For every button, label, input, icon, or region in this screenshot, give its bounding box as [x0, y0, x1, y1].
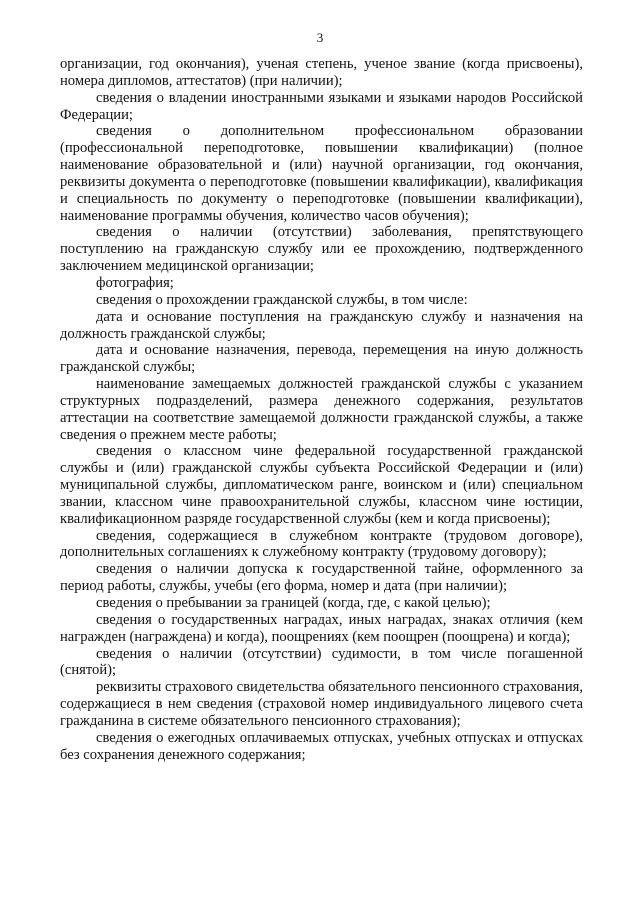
paragraph: дата и основание поступления на гражданскую службу и назначения на должность гражданской службы; [60, 308, 583, 342]
paragraph: сведения о наличии (отсутствии) судимости, в том числе погашенной (снятой); [60, 645, 583, 679]
paragraph: сведения о классном чине федеральной государственной гражданской службы и (или) гражданской службы субъекта Российской Федерации и (или) муниципальной службы, дипломатическом ранге, воинском и (или) специальном звании, классном чине правоохранительной службы, классном чине юстиции, квалификационном разряде государственной службы (кем и когда присвоены); [60, 443, 583, 527]
paragraph: сведения о государственных наградах, иных наградах, знаках отличия (кем награжден (награждена) и когда), поощрениях (кем поощрен (поощрена) и когда); [60, 611, 583, 645]
paragraph: сведения о пребывании за границей (когда, где, с какой целью); [96, 595, 491, 611]
paragraph: сведения о прохождении гражданской службы, в том числе: [96, 291, 468, 308]
paragraph: сведения о наличии (отсутствии) заболевания, препятствующего поступлению на гражданскую службу или ее прохождению, подтвержденного заключением медицинской организации; [60, 224, 583, 275]
paragraph: сведения о владении иностранными языками и языками народов Российской Федерации; [60, 89, 583, 123]
page-number: 3 [316, 30, 324, 45]
paragraph: дата и основание назначения, перевода, перемещения на иную должность гражданской службы; [60, 342, 583, 376]
paragraph: сведения о наличии допуска к государственной тайне, оформленного за период работы, службы, учебы (его форма, номер и дата (при наличии); [60, 561, 583, 595]
paragraph: организации, год окончания), ученая степень, ученое звание (когда присвоены), номера дипломов, аттестатов) (при наличии); [60, 56, 583, 89]
paragraph: фотография; [96, 274, 174, 291]
paragraph: сведения, содержащиеся в служебном контракте (трудовом договоре), дополнительных соглашениях к служебному контракту (трудовому договору); [60, 527, 583, 561]
paragraph: реквизиты страхового свидетельства обязательного пенсионного страхования, содержащиеся в нем сведения (страховой номер индивидуального лицевого счета гражданина в системе обязательного пенсионного страхования); [60, 679, 583, 729]
paragraph: сведения о дополнительном профессиональном образовании (профессиональной переподготовке, повышении квалификации) (полное наименование образовательной и (или) научной организации, год окончания, реквизиты документа о переподготовке (повышении квалификации), квалификация и специальность по документу о переподготовке (повышении квалификации), наименование программы обучения, количество часов обучения); [60, 123, 583, 224]
document-body [60, 56, 583, 763]
paragraph: наименование замещаемых должностей гражданской службы с указанием структурных подразделений, размера денежного содержания, результатов аттестации на соответствие замещаемой должности гражданской службы, а также сведения о прежнем месте работы; [60, 376, 583, 443]
paragraph: сведения о ежегодных оплачиваемых отпусках, учебных отпусках и отпусках без сохранения денежного содержания; [60, 729, 583, 763]
